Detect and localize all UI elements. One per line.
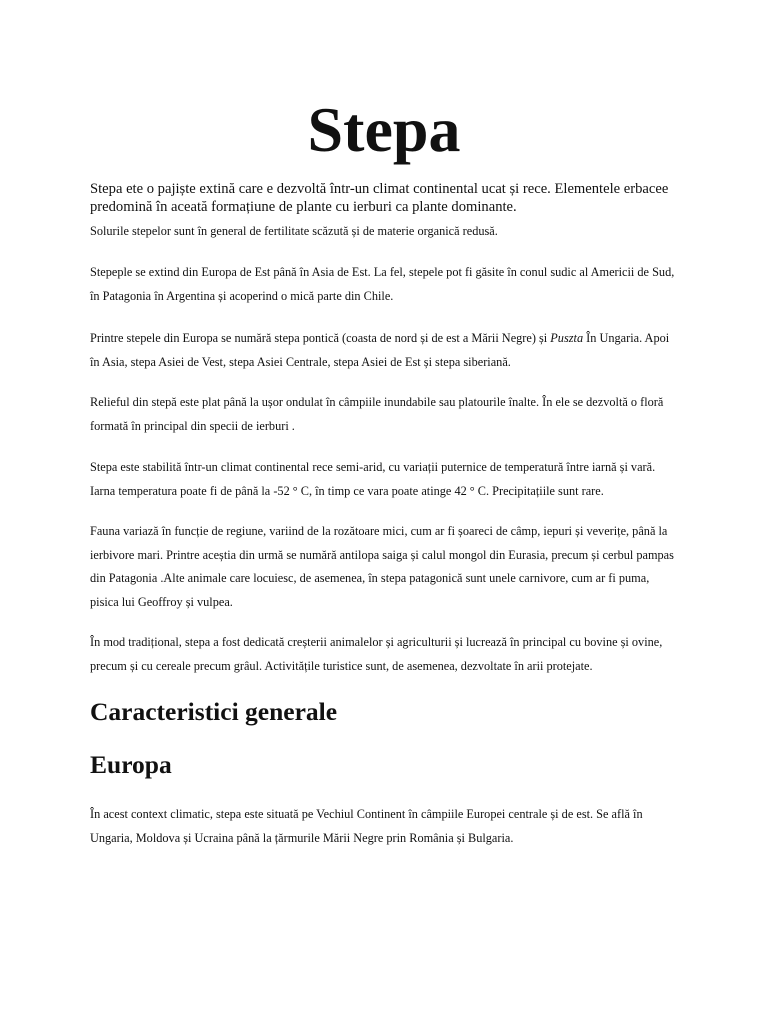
- climate-paragraph: Stepa este stabilită într-un climat continental rece semi-arid, cu variații puternice de temperatură între iarnă și vară. Iarna temperatura poate fi de până la -52 ° C, în timp ce vara poate atinge 42 ° C. Precipitațiile sunt rare.: [90, 460, 656, 498]
- page-title: Stepa: [307, 94, 461, 165]
- europe-paragraph: În acest context climatic, stepa este situată pe Vechiul Continent în câmpiile Europei centrale și de est. Se află în Ungaria, Moldova și Ucraina până la țărmurile Mării Negre prin România și Bulgaria.: [90, 807, 643, 845]
- intro-paragraph: Stepa ete o pajiște extină care e dezvoltă într-un climat continental ucat și rece. Elementele erbacee predomină în aceată formațiune de plante cu ierburi ca plante dominante.: [90, 181, 669, 215]
- europe-heading: Europa: [90, 750, 172, 779]
- extent-paragraph: Stepeple se extind din Europa de Est până în Asia de Est. La fel, stepele pot fi găsite în conul sudic al Americii de Sud, în Patagonia în Argentina și acoperind o mică parte din Chile.: [90, 265, 675, 303]
- soils-paragraph: Solurile stepelor sunt în general de fertilitate scăzută și de materie organică redusă.: [90, 224, 498, 238]
- fauna-paragraph: Fauna variază în funcție de regiune, variind de la rozătoare mici, cum ar fi șoareci de câmp, iepuri și veverițe, până la ierbivore mari. Printre aceștia din urmă se numără antilopa saiga și calul mongol din Eurasia, precum și cerbul pampas din Patagonia .Alte animale care locuiesc, de asemenea, în stepa patagonică sunt unele carnivore, cum ar fi puma, pisica lui Geoffroy și vulpea.: [90, 524, 674, 609]
- europe-asia-paragraph: [90, 327, 680, 374]
- general-characteristics-heading: Caracteristici generale: [90, 697, 338, 726]
- europe-asia-text-end: În Ungaria. Apoi în Asia, stepa Asiei de Vest, stepa Asiei Centrale, stepa Asiei de Est și stepa siberiană.: [90, 331, 670, 369]
- economy-paragraph: În mod tradițional, stepa a fost dedicată creșterii animalelor și agriculturii și lucrează în principal cu bovine și ovine, precum și cu cereale precum grâul. Activitățile turistice sunt, de asemenea, dezvoltate în arii protejate.: [90, 635, 663, 673]
- relief-paragraph: Relieful din stepă este plat până la ușor ondulat în câmpiile inundabile sau platourile înalte. În ele se dezvoltă o floră formată în principal din specii de ierburi .: [90, 395, 664, 433]
- puszta-term: Puszta: [550, 331, 584, 345]
- europe-asia-text-start: Printre stepele din Europa se numără stepa pontică (coasta de nord și de est a Mării Negre) și: [90, 331, 551, 345]
